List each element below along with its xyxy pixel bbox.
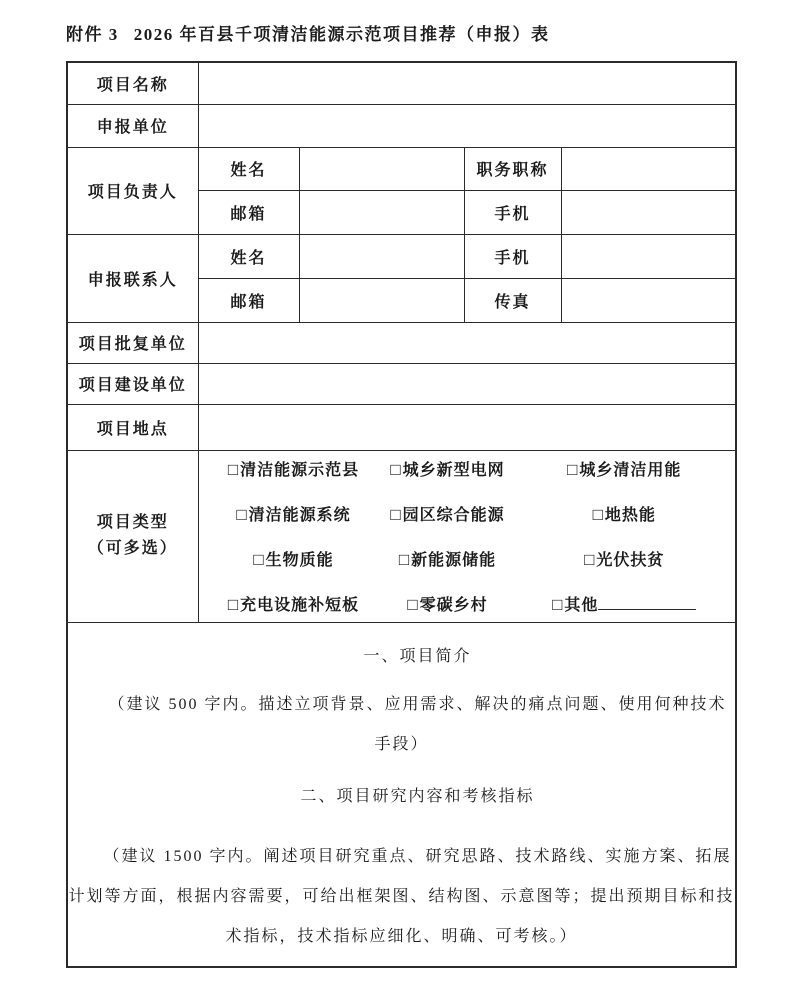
leader-email-label: 邮箱 — [198, 190, 299, 234]
page-title: 2026 年百县千项清洁能源示范项目推荐（申报）表 — [133, 25, 550, 44]
contact-email-label: 邮箱 — [198, 278, 299, 322]
project-type-label — [67, 450, 198, 622]
section-2-heading: 二、项目研究内容和考核指标 — [300, 788, 535, 806]
type-option-pv-poverty-alleviation[interactable]: □光伏扶贫 — [584, 550, 665, 569]
checkbox-icon: □ — [407, 595, 419, 614]
location-label: 项目地点 — [67, 404, 198, 450]
checkbox-icon: □ — [552, 595, 564, 614]
project-name-value-cell[interactable] — [198, 62, 736, 104]
approval-unit-value-cell[interactable] — [198, 322, 736, 363]
location-value-cell[interactable] — [198, 404, 736, 450]
contact-mobile-value-cell[interactable] — [561, 234, 736, 278]
type-option-park-integrated-energy[interactable]: □园区综合能源 — [390, 505, 505, 524]
checkbox-icon: □ — [390, 460, 402, 479]
contact-mobile-label: 手机 — [464, 234, 561, 278]
contact-label: 申报联系人 — [67, 234, 198, 322]
applicant-unit-value-cell[interactable] — [198, 104, 736, 147]
narrative-section-cell — [67, 622, 736, 967]
attachment-label: 附件 3 — [66, 25, 119, 44]
section-2-instructions: （建议 1500 字内。阐述项目研究重点、研究思路、技术路线、实施方案、拓展计划等方面，根据内容需要，可给出框架图、结构图、示意图等；提出预期目标和技术指标，技术指标应细化、明确、可考核。） — [68, 848, 735, 946]
type-option-clean-energy-system[interactable]: □清洁能源系统 — [236, 505, 351, 524]
leader-name-value-cell[interactable] — [299, 147, 464, 190]
type-option-urban-rural-clean-energy-use[interactable]: □城乡清洁用能 — [567, 460, 682, 479]
type-option-urban-rural-new-grid[interactable]: □城乡新型电网 — [390, 460, 505, 479]
construction-unit-value-cell[interactable] — [198, 363, 736, 404]
checkbox-icon: □ — [253, 550, 265, 569]
project-type-options-cell — [198, 450, 736, 622]
checkbox-icon: □ — [390, 505, 402, 524]
construction-unit-label: 项目建设单位 — [67, 363, 198, 404]
other-fill-in-line[interactable] — [598, 593, 696, 610]
checkbox-icon: □ — [567, 460, 579, 479]
leader-title-value-cell[interactable] — [561, 147, 736, 190]
project-type-grid — [199, 453, 736, 619]
contact-email-value-cell[interactable] — [299, 278, 464, 322]
application-form-table — [66, 61, 737, 968]
type-option-geothermal[interactable]: □地热能 — [592, 505, 656, 524]
leader-mobile-label: 手机 — [464, 190, 561, 234]
type-option-charging-infrastructure[interactable]: □充电设施补短板 — [227, 595, 360, 614]
applicant-unit-label: 申报单位 — [67, 104, 198, 147]
type-option-clean-energy-demo-county[interactable]: □清洁能源示范县 — [227, 460, 360, 479]
checkbox-icon: □ — [398, 550, 411, 569]
project-type-label-text: 项目类型 — [96, 514, 169, 532]
type-option-biomass[interactable]: □生物质能 — [253, 550, 334, 569]
checkbox-icon: □ — [227, 460, 240, 479]
leader-mobile-value-cell[interactable] — [561, 190, 736, 234]
leader-label: 项目负责人 — [67, 147, 198, 234]
leader-name-label: 姓名 — [198, 147, 299, 190]
type-option-zero-carbon-village[interactable]: □零碳乡村 — [407, 595, 488, 614]
leader-title-label: 职务职称 — [464, 147, 561, 190]
section-1-instructions: （建议 500 字内。描述立项背景、应用需求、解决的痛点问题、使用何种技术手段） — [108, 696, 727, 754]
contact-fax-label: 传真 — [464, 278, 561, 322]
type-option-other[interactable]: □其他 — [518, 592, 732, 615]
project-type-note: （可多选） — [87, 540, 178, 557]
checkbox-icon: □ — [592, 505, 604, 524]
contact-fax-value-cell[interactable] — [561, 278, 736, 322]
checkbox-icon: □ — [584, 550, 596, 569]
section-1-heading: 一、项目简介 — [363, 648, 472, 666]
type-option-new-energy-storage[interactable]: □新能源储能 — [398, 550, 497, 569]
approval-unit-label: 项目批复单位 — [67, 322, 198, 363]
checkbox-icon: □ — [236, 505, 248, 524]
contact-name-label: 姓名 — [198, 234, 299, 278]
project-name-label: 项目名称 — [67, 62, 198, 104]
checkbox-icon: □ — [227, 595, 240, 614]
contact-name-value-cell[interactable] — [299, 234, 464, 278]
leader-email-value-cell[interactable] — [299, 190, 464, 234]
document-title — [66, 20, 550, 45]
